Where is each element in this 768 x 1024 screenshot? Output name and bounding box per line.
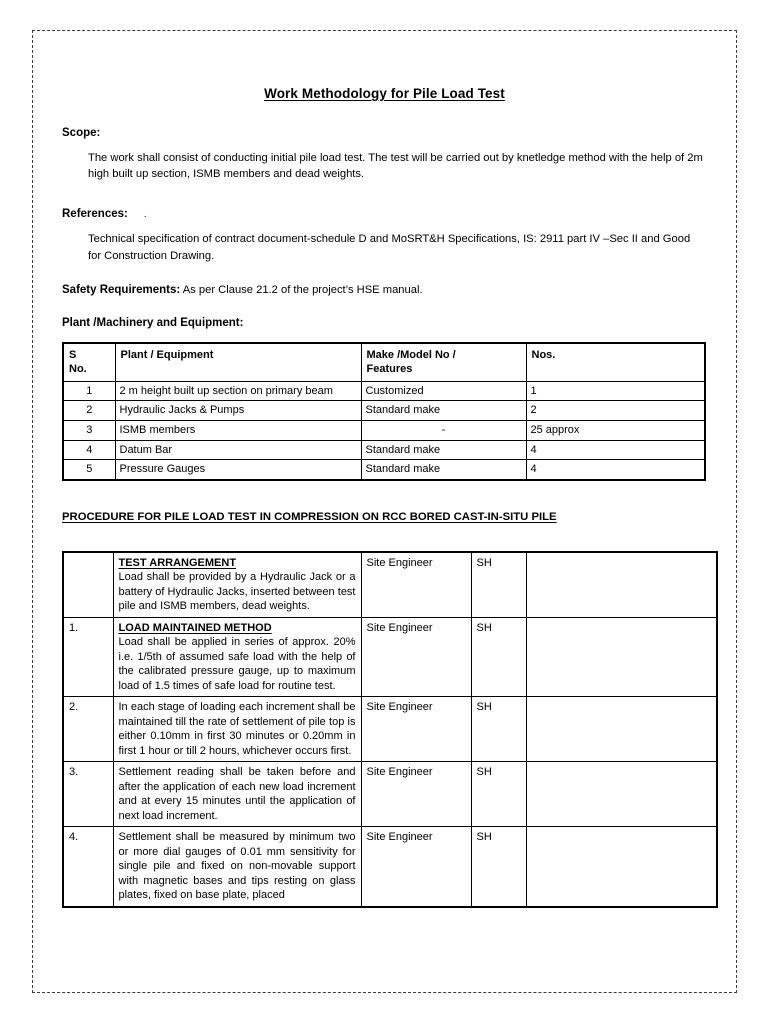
- safety-text: As per Clause 21.2 of the project’s HSE manual.: [180, 283, 423, 296]
- cell-make: Customized: [361, 381, 526, 401]
- references-text: Technical specification of contract document-schedule D and MoSRT&H Specifications, IS: 2911 part IV –Sec II and Good for Construction Drawing.: [88, 233, 691, 262]
- table-row: [63, 381, 705, 401]
- table-row: [63, 421, 705, 441]
- cell-remarks: [526, 617, 717, 697]
- cell-make: -: [361, 421, 526, 441]
- cell-sno: 3.: [63, 762, 113, 827]
- equipment-table-header-row: [63, 343, 705, 382]
- equipment-table: [62, 342, 706, 481]
- page-title: [62, 86, 707, 101]
- procedure-table: [62, 551, 718, 908]
- cell-responsible: Site Engineer: [361, 697, 471, 762]
- table-row: [63, 552, 717, 618]
- cell-sno: 2: [63, 401, 115, 421]
- table-row: [63, 827, 717, 907]
- plant-section-label: Plant /Machinery and Equipment:: [62, 316, 244, 329]
- cell-sno: 4: [63, 440, 115, 460]
- cell-sno: 1: [63, 381, 115, 401]
- cell-description-text: Load shall be provided by a Hydraulic Jack or a battery of Hydraulic Jacks, inserted between test pile and ISMB members, dead weights.: [118, 571, 356, 613]
- header-cell-nos: Nos.: [526, 343, 705, 382]
- header-make-line1: Make /Model No /: [366, 348, 456, 361]
- table-row: [63, 762, 717, 827]
- cell-description: Settlement shall be measured by minimum two or more dial gauges of 0.01 mm sensitivity for single pile and fixed on non-movable support with magnetic bases and tips resting on glass plates, fixed on base plate, placed: [113, 827, 361, 907]
- cell-plant: 2 m height built up section on primary beam: [115, 381, 361, 401]
- references-label-text: References:: [62, 208, 128, 221]
- cell-code: SH: [471, 617, 526, 697]
- cell-sno: 2.: [63, 697, 113, 762]
- cell-make: Standard make: [361, 401, 526, 421]
- scope-label: Scope:: [62, 127, 101, 139]
- cell-responsible: Site Engineer: [361, 827, 471, 907]
- header-make-line2: Features: [366, 363, 413, 376]
- cell-description: Settlement reading shall be taken before and after the application of each new load increment and at every 15 minutes until the application of next load increment.: [113, 762, 361, 827]
- cell-sno: 3: [63, 421, 115, 441]
- cell-nos: 25 approx: [526, 421, 705, 441]
- table-row: [63, 401, 705, 421]
- table-row: [63, 697, 717, 762]
- cell-remarks: [526, 827, 717, 907]
- header-cell-sno: [63, 343, 115, 382]
- cell-remarks: [526, 697, 717, 762]
- cell-sno: 4.: [63, 827, 113, 907]
- procedure-heading: [62, 511, 707, 523]
- cell-code: SH: [471, 827, 526, 907]
- cell-subheading: LOAD MAINTAINED METHOD: [118, 621, 272, 634]
- header-cell-make: [361, 343, 526, 382]
- cell-make: Standard make: [361, 460, 526, 480]
- cell-responsible: Site Engineer: [361, 552, 471, 618]
- header-sno-line1: S: [69, 348, 77, 361]
- safety-label: Safety Requirements:: [62, 283, 181, 296]
- references-label: [62, 208, 707, 220]
- cell-plant: Hydraulic Jacks & Pumps: [115, 401, 361, 421]
- cell-code: SH: [471, 697, 526, 762]
- cell-nos: 2: [526, 401, 705, 421]
- cell-code: SH: [471, 762, 526, 827]
- cell-code: SH: [471, 552, 526, 618]
- cell-sno: 5: [63, 460, 115, 480]
- cell-nos: 4: [526, 440, 705, 460]
- cell-description: [113, 552, 361, 618]
- table-row: [63, 440, 705, 460]
- procedure-heading-text: PROCEDURE FOR PILE LOAD TEST IN COMPRESSION ON RCC BORED CAST-IN-SITU PILE: [62, 510, 557, 523]
- safety-requirements: [62, 284, 707, 296]
- cell-description: [113, 617, 361, 697]
- cell-plant: Datum Bar: [115, 440, 361, 460]
- table-row: [63, 617, 717, 697]
- cell-nos: 1: [526, 381, 705, 401]
- page-title-text: Work Methodology for Pile Load Test: [264, 86, 505, 101]
- scope-text: The work shall consist of conducting initial pile load test. The test will be carried out by knetledge method with the help of 2m high built up section, ISMB members and dead weights.: [88, 152, 703, 181]
- cell-description-text: Load shall be applied in series of approx. 20% i.e. 1/5th of assumed safe load with the help of the calibrated pressure gauge, up to maximum load of 1.5 times of safe load for routine test.: [118, 636, 356, 692]
- cell-make: Standard make: [361, 440, 526, 460]
- cell-description: In each stage of loading each increment shall be maintained till the rate of settlement of pile top is either 0.10mm in first 30 minutes or 0.20mm in first 1 hour or till 2 hours, whichever occurs first.: [113, 697, 361, 762]
- cell-plant: Pressure Gauges: [115, 460, 361, 480]
- cell-nos: 4: [526, 460, 705, 480]
- references-dot: .: [143, 209, 147, 221]
- cell-remarks: [526, 762, 717, 827]
- cell-responsible: Site Engineer: [361, 617, 471, 697]
- header-cell-plant: Plant / Equipment: [115, 343, 361, 382]
- cell-subheading: TEST ARRANGEMENT: [118, 556, 237, 569]
- cell-sno: 1.: [63, 617, 113, 697]
- cell-responsible: Site Engineer: [361, 762, 471, 827]
- cell-sno: [63, 552, 113, 618]
- cell-plant: ISMB members: [115, 421, 361, 441]
- header-sno-line2: No.: [69, 363, 87, 376]
- table-row: [63, 460, 705, 480]
- cell-remarks: [526, 552, 717, 618]
- document-body: [62, 30, 707, 908]
